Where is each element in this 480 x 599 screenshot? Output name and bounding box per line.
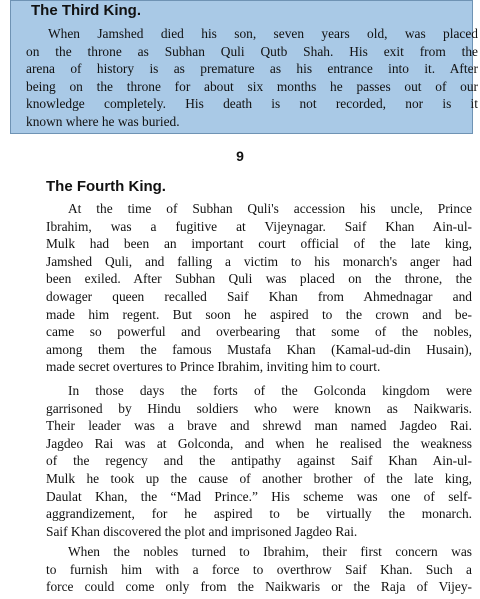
text-line: Saif Khan discovered the plot and imprisoned Jagdeo Rai. (46, 523, 358, 539)
third-king-box (10, 0, 478, 134)
text-line: been exiled. After Subhan Quli was placed on the throne, the (46, 271, 472, 287)
text-line: When Jamshed died his son, seven years old, was placed (48, 26, 478, 41)
text-line: among them the famous Mustafa Khan (Kamal-ud-din Husain), (46, 341, 472, 357)
text-line: made secret overtures to Prince Ibrahim, inviting him to court. (46, 359, 381, 375)
text-line: At the time of Subhan Quli's accession his uncle, Prince (68, 201, 472, 216)
text-line: In those days the forts of the Golconda kingdom were (68, 383, 472, 398)
text-line: force could come only from the Naikwaris or the Raja of Vijey- (46, 579, 472, 595)
text-line: Mulk he took up the cause of another brother of the late king, (46, 470, 472, 486)
page-number: 9 (236, 148, 244, 164)
text-line: aggrandizement, for he aspired to be virtually the monarch. (46, 506, 472, 522)
text-line: came so powerful and overbearing that some of the nobles, (46, 324, 472, 340)
text-line: being on the throne for about six months he passes out of our (26, 78, 478, 94)
text-line: on the throne as Subhan Quli Qutb Shah. His exit from the (26, 43, 478, 59)
text-line: Jagdeo Rai was at Golconda, and when he realised the weakness (46, 435, 472, 451)
text-line: Daulat Khan, the “Mad Prince.” His scheme was one of self- (46, 488, 472, 504)
third-king-text (26, 25, 478, 131)
text-line: known where he was buried. (26, 113, 180, 129)
text-line: When the nobles turned to Ibrahim, their first concern was (68, 544, 472, 559)
fourth-king-heading: The Fourth King. (46, 178, 166, 195)
text-line: Mulk had been an important court official of the late king, (46, 236, 472, 252)
third-king-heading: The Third King. (31, 2, 141, 19)
text-line: knowledge completely. His death is not recorded, nor is it (26, 96, 478, 112)
paragraph-3 (46, 543, 472, 596)
paragraph-2 (46, 382, 472, 540)
text-line: Ibrahim, was a fugitive at Vijeynagar. Saif Khan Ain-ul- (46, 218, 472, 234)
text-line: dowager queen recalled Saif Khan from Ahmednagar and (46, 288, 472, 304)
text-line: Their leader was a brave and shrewd man named Jagdeo Rai. (46, 418, 472, 434)
text-line: made him regent. But soon he aspired to the crown and be- (46, 306, 472, 322)
text-line: garrisoned by Hindu soldiers who were known as Naikwaris. (46, 400, 472, 416)
paragraph-1 (46, 200, 472, 376)
text-line: to furnish him with a force to overthrow Saif Khan. Such a (46, 561, 472, 577)
text-line: of the regency and the antipathy against Saif Khan Ain-ul- (46, 453, 472, 469)
text-line: arena of history is as premature as his entrance into it. After (26, 61, 478, 77)
text-line: Jamshed Quli, and falling a victim to his monarch's anger had (46, 253, 472, 269)
